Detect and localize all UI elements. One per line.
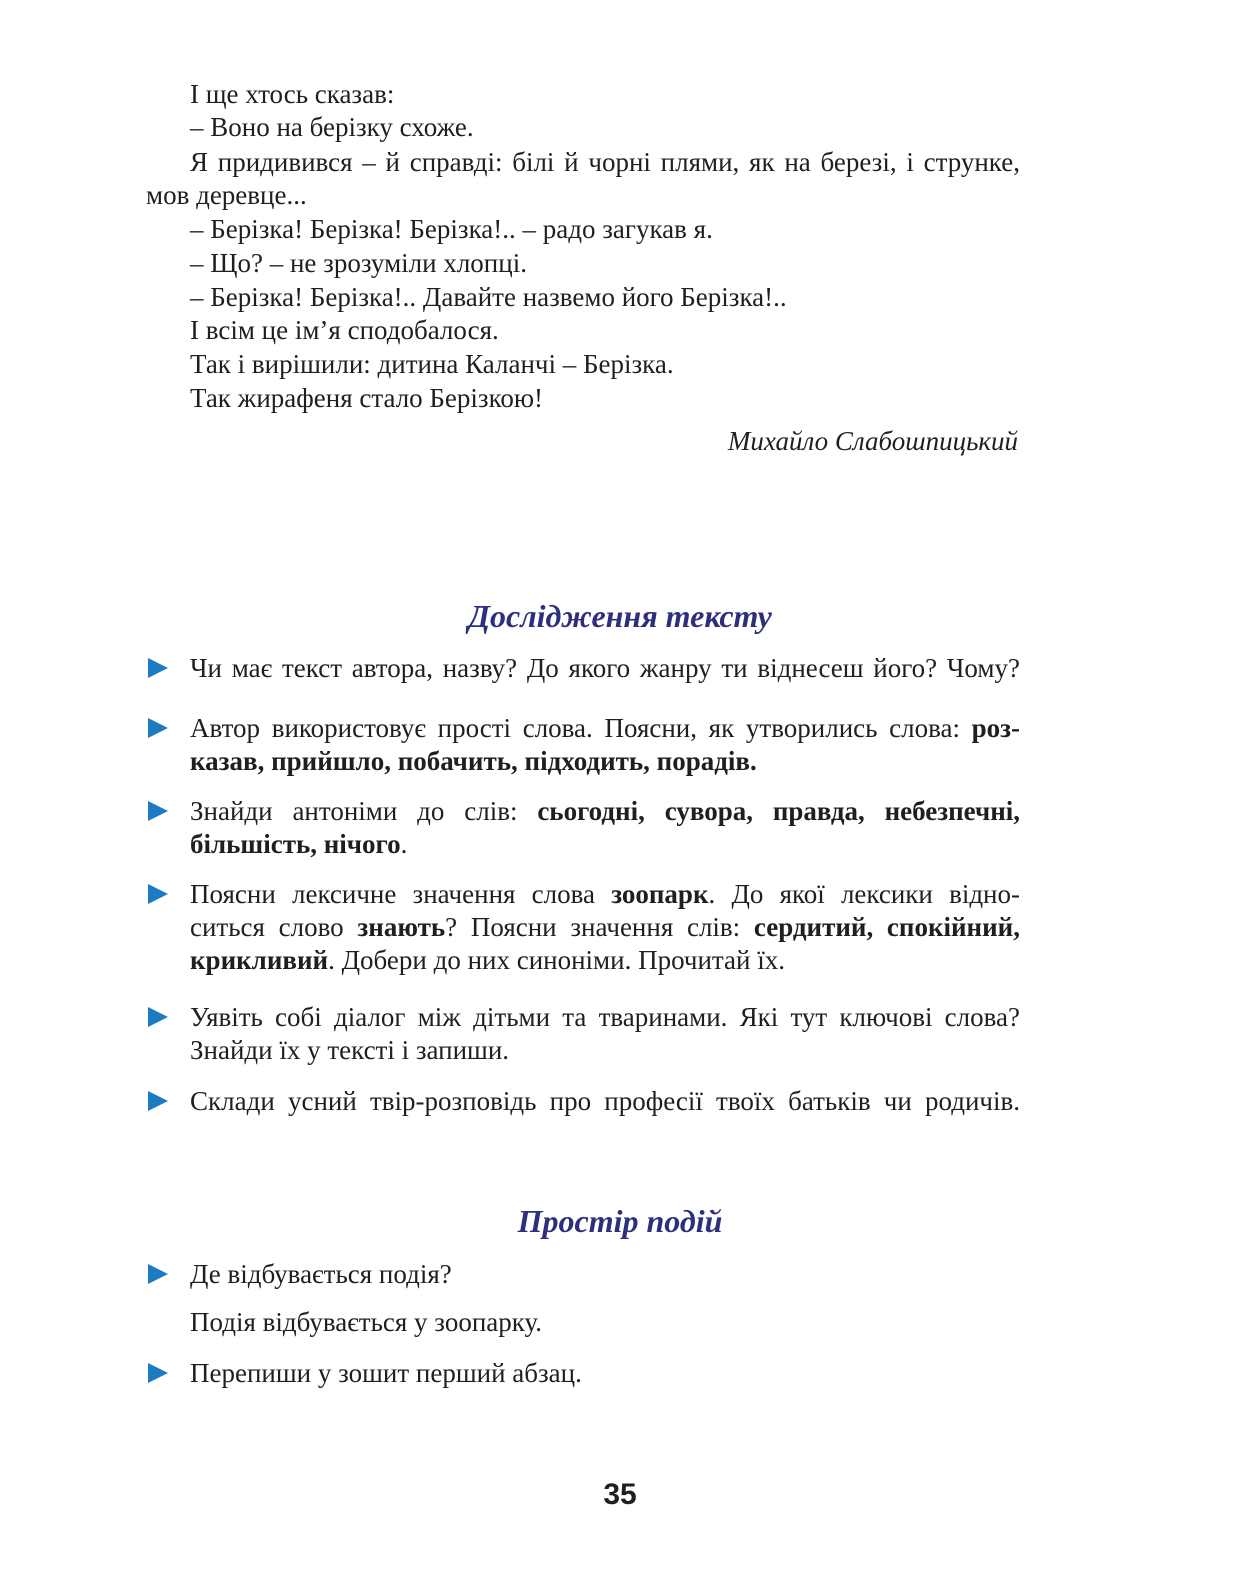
story-line-10: Так жирафеня стало Берізкою!: [190, 383, 543, 413]
story-line-1: І ще хтось сказав:: [190, 79, 395, 109]
blue-triangle-arrow-icon: [148, 718, 168, 738]
section-heading-text-study: Дослідження тексту: [468, 598, 772, 634]
story-line-5: – Берізка! Берізка! Берізка!.. – радо загукав я.: [190, 214, 713, 244]
blue-triangle-arrow-icon: [148, 1363, 168, 1383]
blue-triangle-arrow-icon: [148, 801, 168, 821]
question-8: Перепиши у зошит перший абзац.: [190, 1358, 582, 1388]
blue-triangle-arrow-icon: [148, 658, 168, 678]
question-3-line-1: Знайди антоніми до слів: сьогодні, сувора, правда, небезпечні,: [190, 796, 1021, 826]
blue-triangle-arrow-icon: [148, 1264, 168, 1284]
section-heading-event-space: Простір подій: [517, 1203, 723, 1239]
answer-7: Подія відбувається у зоопарку.: [190, 1307, 543, 1337]
question-5-line-1: Уявіть собі діалог між дітьми та тваринами. Які тут ключові слова?: [190, 1002, 1020, 1032]
question-3-line-2: більшість, нічого.: [190, 829, 408, 859]
question-7: Де відбувається подія?: [190, 1259, 452, 1289]
question-5-line-2: Знайди їх у тексті і запиши.: [190, 1035, 510, 1065]
story-line-4: мов деревце...: [146, 180, 307, 210]
story-line-7: – Берізка! Берізка!.. Давайте назвемо його Берізка!..: [190, 282, 787, 312]
question-4-line-2: ситься слово знають? Поясни значення слів: сердитий, спокійний,: [190, 912, 1020, 942]
question-2-line-2: казав, прийшло, побачить, підходить, порадів.: [190, 746, 757, 776]
blue-triangle-arrow-icon: [148, 884, 168, 904]
question-4-line-1: Поясни лексичне значення слова зоопарк. До якої лексики відно-: [190, 879, 1020, 909]
blue-triangle-arrow-icon: [148, 1007, 168, 1027]
question-4-line-3: крикливий. Добери до них синоніми. Прочитай їх.: [190, 945, 785, 975]
page-number: 35: [603, 1478, 637, 1511]
story-line-9: Так і вирішили: дитина Каланчі – Берізка.: [190, 349, 674, 379]
blue-triangle-arrow-icon: [148, 1091, 168, 1111]
question-6: Склади усний твір-розповідь про професії твоїх батьків чи родичів.: [190, 1086, 1020, 1116]
question-1: Чи має текст автора, назву? До якого жанру ти віднесеш його? Чому?: [190, 653, 1020, 683]
story-line-2: – Воно на берізку схоже.: [190, 112, 474, 142]
story-line-8: І всім це ім’я сподобалося.: [190, 315, 499, 345]
story-line-3: Я придивився – й справді: білі й чорні плями, як на березі, і струнке,: [190, 147, 1020, 177]
question-2-line-1: Автор використовує прості слова. Поясни, як утворились слова: роз-: [190, 713, 1020, 743]
story-line-6: – Що? – не зрозуміли хлопці.: [190, 248, 527, 278]
story-author: Михайло Слабошпицький: [727, 426, 1018, 456]
